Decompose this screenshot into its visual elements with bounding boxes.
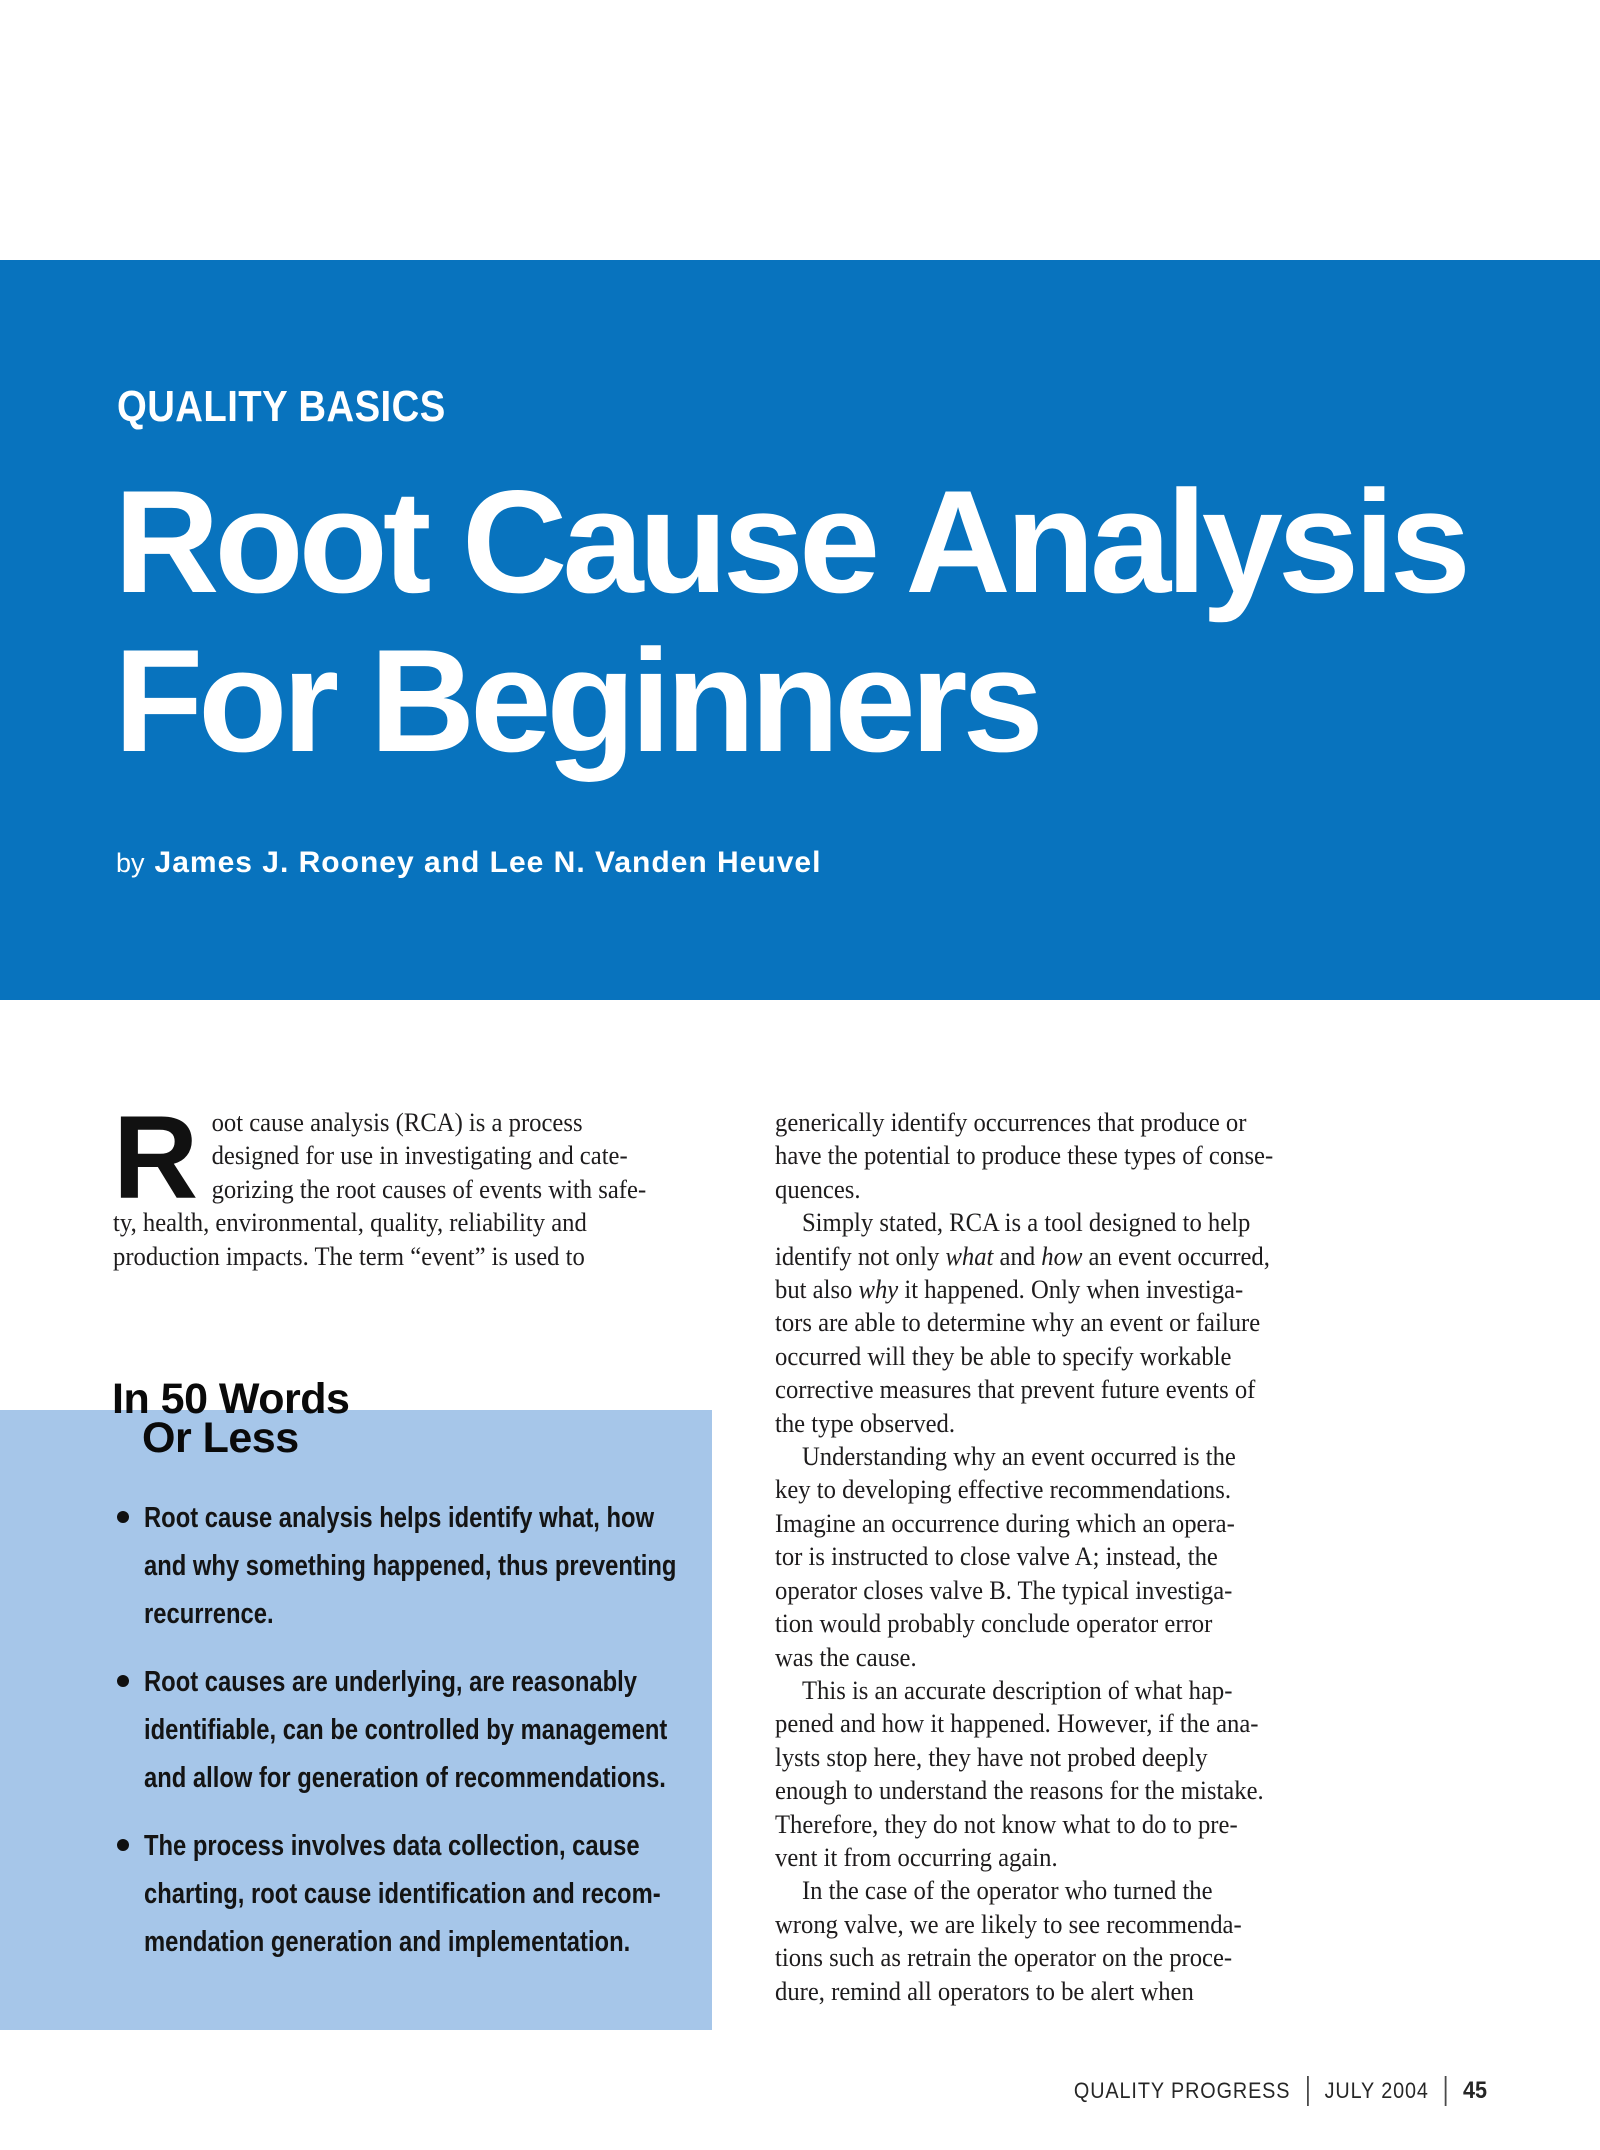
footer-page-number: 45 <box>1462 2077 1487 2104</box>
text-line: mendation generation and implementation. <box>144 1926 631 1958</box>
text-line: gorizing the root causes of events with safe- <box>211 1173 647 1204</box>
article-header-band <box>0 260 1600 1000</box>
bullet-dot-icon <box>117 1511 129 1523</box>
text-line: have the potential to produce these types of conse- <box>775 1140 1274 1171</box>
text-line: operator closes valve B. The typical investiga- <box>775 1574 1233 1605</box>
opening-paragraph <box>113 1092 703 1273</box>
text-line: but also why it happened. Only when investiga- <box>775 1274 1244 1305</box>
footer-issue-date: JULY 2004 <box>1324 2078 1429 2103</box>
summary-bullet-list <box>0 1410 712 1966</box>
byline <box>116 846 821 880</box>
text-line: This is an accurate description of what hap- <box>801 1674 1233 1705</box>
text-line: tors are able to determine why an event or failure <box>775 1307 1261 1338</box>
text-line: and why something happened, thus preventing <box>144 1550 677 1582</box>
text-line: tions such as retrain the operator on the proce- <box>775 1942 1233 1973</box>
text-line: dure, remind all operators to be alert when <box>775 1975 1194 2006</box>
text-line: was the cause. <box>775 1641 917 1672</box>
text-line: identify not only what and how an event occurred, <box>775 1240 1270 1271</box>
text-line: wrong valve, we are likely to see recommenda- <box>775 1908 1242 1939</box>
drop-cap: R <box>113 1092 199 1224</box>
text-line: key to developing effective recommendations. <box>775 1474 1232 1505</box>
right-text-column <box>775 1106 1365 2008</box>
text-line: production impacts. The term “event” is used to <box>113 1240 585 1271</box>
text-line: pened and how it happened. However, if the ana- <box>775 1708 1259 1739</box>
article-title-line-1: Root Cause Analysis <box>114 460 1466 623</box>
sidebar-heading <box>112 1375 350 1462</box>
text-line: ty, health, environmental, quality, reliability and <box>113 1207 587 1238</box>
text-line: Root causes are underlying, are reasonably <box>144 1666 637 1698</box>
summary-box <box>0 1410 712 2030</box>
summary-bullet-item <box>117 1822 692 1966</box>
sidebar-heading-line-2: Or Less <box>142 1414 299 1462</box>
text-line: the type observed. <box>775 1407 955 1438</box>
text-line: quences. <box>775 1173 861 1204</box>
text-line: lysts stop here, they have not probed deeply <box>775 1741 1208 1772</box>
text-line: tion would probably conclude operator error <box>775 1608 1213 1639</box>
summary-bullet-item <box>117 1658 692 1802</box>
paragraph <box>775 1106 1365 1206</box>
section-kicker: QUALITY BASICS <box>117 382 446 431</box>
text-line: identifiable, can be controlled by management <box>144 1714 668 1746</box>
text-line: tor is instructed to close valve A; instead, the <box>775 1541 1218 1572</box>
text-line: In the case of the operator who turned the <box>801 1875 1213 1906</box>
paragraph <box>775 1206 1365 1440</box>
article-title-line-2: For Beginners <box>114 619 1039 782</box>
sidebar-heading-line-1: In 50 Words <box>112 1375 350 1423</box>
left-text-column <box>113 1092 703 1273</box>
text-line: oot cause analysis (RCA) is a process <box>211 1107 583 1137</box>
text-line: enough to understand the reasons for the mistake. <box>775 1775 1264 1806</box>
paragraph <box>775 1674 1365 1874</box>
bullet-dot-icon <box>117 1839 129 1851</box>
article-title <box>114 462 1466 780</box>
text-line: Imagine an occurrence during which an opera- <box>775 1507 1235 1538</box>
text-line: recurrence. <box>144 1598 274 1630</box>
text-line: Understanding why an event occurred is the <box>801 1441 1236 1472</box>
paragraph <box>775 1440 1365 1674</box>
text-line: The process involves data collection, cause <box>144 1830 640 1862</box>
text-line: vent it from occurring again. <box>775 1841 1058 1872</box>
page-footer <box>1074 2076 1487 2106</box>
text-line: and allow for generation of recommendations. <box>144 1762 666 1794</box>
text-line: Simply stated, RCA is a tool designed to help <box>801 1207 1251 1238</box>
text-line: designed for use in investigating and cate- <box>211 1140 628 1171</box>
text-line: Root cause analysis helps identify what, how <box>144 1502 655 1534</box>
byline-prefix: by <box>116 848 145 878</box>
text-line: charting, root cause identification and recom- <box>144 1878 661 1910</box>
byline-authors: James J. Rooney and Lee N. Vanden Heuvel <box>154 846 822 879</box>
footer-divider-bar <box>1445 2076 1447 2106</box>
text-line: generically identify occurrences that produce or <box>775 1107 1247 1137</box>
summary-bullet-item <box>117 1494 692 1638</box>
footer-divider-bar <box>1307 2076 1309 2106</box>
text-line: occurred will they be able to specify workable <box>775 1340 1232 1371</box>
paragraph <box>775 1874 1365 2008</box>
text-line: corrective measures that prevent future events of <box>775 1374 1256 1405</box>
bullet-dot-icon <box>117 1675 129 1687</box>
text-line: Therefore, they do not know what to do to pre- <box>775 1808 1238 1839</box>
footer-magazine-name: QUALITY PROGRESS <box>1073 2078 1291 2103</box>
